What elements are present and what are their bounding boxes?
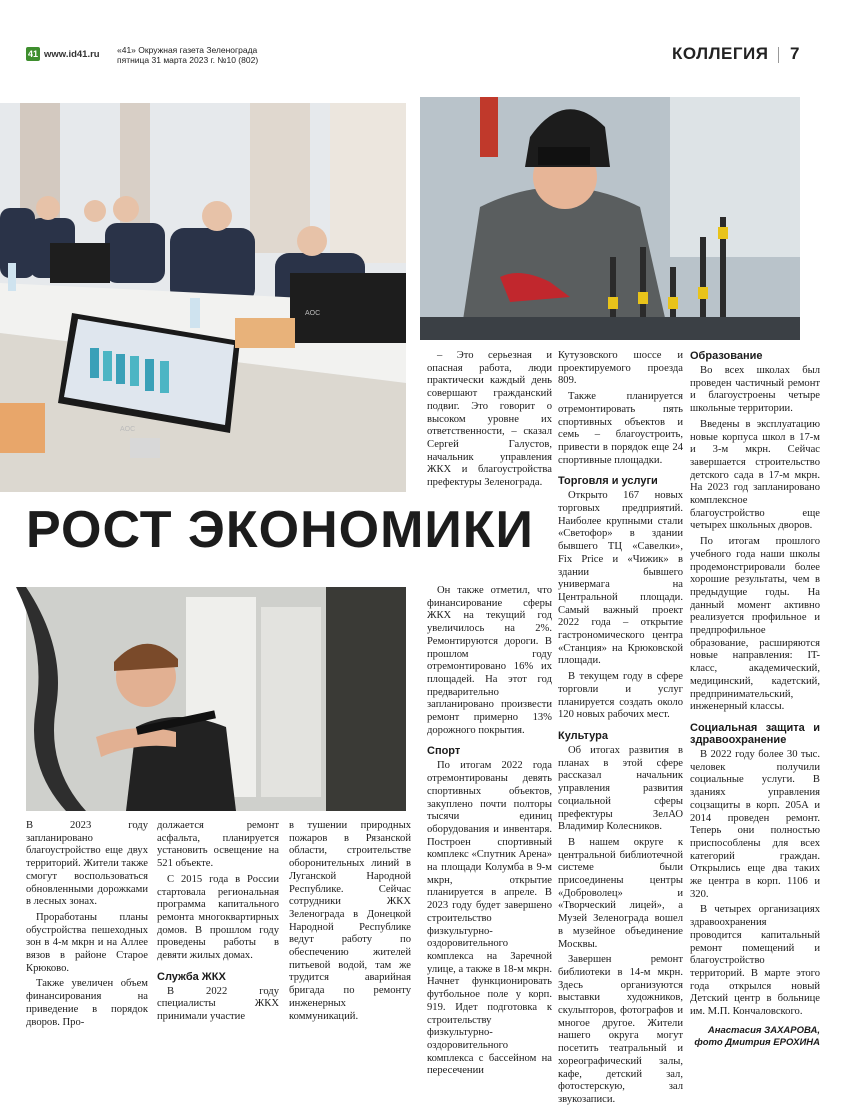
paragraph: В текущем году в сфере торговли и услуг планируется создать около 120 новых рабочих мест. xyxy=(558,671,683,721)
header-divider xyxy=(778,47,779,63)
paragraph: должается ремонт асфальта, планируется установить освещение на 521 объекте. xyxy=(157,820,279,870)
photographer-credit: фото Дмитрия ЕРОХИНА xyxy=(694,1036,820,1048)
article-headline: РОСТ ЭКОНОМИКИ xyxy=(26,501,534,559)
paragraph: В четырех организациях здравоохранения проводится капитальный ремонт помещений и благоустройство территорий. В марте этого года открылся новый Детский центр в больнице им. М.П. Кончаловского. xyxy=(690,904,820,1018)
welder-photo xyxy=(420,97,800,340)
welder-illustration xyxy=(420,97,800,340)
worker-illustration xyxy=(26,587,406,811)
paragraph: в тушении природных пожаров в Рязанской области, строительстве оборонительных линий в Луганской Народной Республике. Сейчас сотрудники ЖКХ Зеленограда в Донецкой Народной Республике ведут работу по обеспечению жителей питьевой водой, там же трудится аварийная бригада по ремонту инженерных коммуникаций. xyxy=(289,820,411,1022)
meeting-illustration xyxy=(0,103,406,492)
paragraph: В 2022 году более 30 тыс. человек получили социальные услуги. В зданиях управления соцзащиты в корп. 205А и 2014 проведен ремонт. Теперь они полностью приспособлены для всех категорий граждан. Открылись еще два таких же центра в корп. 1106 и 320. xyxy=(690,748,820,900)
newspaper-logo: 41 xyxy=(27,49,38,59)
article-column-3 xyxy=(558,350,683,1110)
section-heading-education: Образование xyxy=(690,350,763,362)
worker-photo xyxy=(26,587,406,811)
paragraph: Введены в эксплуатацию новые корпуса школ в 17-м и 3-м мкрн. Сейчас завершается строительство детского сада в 17-м мкрн. На 2023 год запланировано комплексное благоустройство еще четырех школьных дворов. xyxy=(690,418,820,532)
article-column-bottom-3 xyxy=(289,820,411,1026)
paragraph: Кутузовского шоссе и проектируемого проезда 809. xyxy=(558,350,683,387)
paragraph: Проработаны планы обустройства пешеходных зон в 4-м мкрн и на Аллее вязов в районе Старое Крюково. xyxy=(26,911,148,974)
page-number: 7 xyxy=(790,44,800,63)
paragraph: По итогам 2022 года отремонтированы девять спортивных объектов, закуплено почти полторы тысячи единиц оборудования и инвентаря. Построен спортивный комплекс «Спутник Арена» на площади Колумба в 9-м мкрн, открытие планируется в апреле. В 2023 году будет завершено строительство физкультурно-оздоровительного комплекса на Заречной улице, а также в 18-м мкрн. Начнет функционировать футбольное поле у корп. 919. Идет подготовка к строительству физкультурно-оздоровительного комплекса с бассейном на пересечении xyxy=(427,760,552,1077)
monitor-brand: AOC xyxy=(120,426,136,433)
paragraph: Об итогах развития в планах в этой сфере рассказал начальник управления развития социальной сферы префектуры ЗелАО Владимир Колесников. xyxy=(558,744,683,833)
article-column-bottom-2 xyxy=(157,820,279,1027)
paragraph: В нашем округе к центральной библиотечной системе были присоединены центры «Доброволец» и «Творческий лицей», а Музей Зеленограда вошел в музейное объединение Москвы. xyxy=(558,836,683,950)
section-heading-trade: Торговля и услуги xyxy=(558,475,658,488)
paragraph: С 2015 года в России стартовала региональная программа капитального ремонта многоквартирных домов. В прошлом году проведены работы в девяти жилых домах. xyxy=(157,873,279,962)
issue-date: пятница 31 марта 2023 г. №10 (802) xyxy=(117,55,259,65)
meeting-photo xyxy=(0,103,406,492)
paragraph: Открыто 167 новых торговых предприятий. Наиболее крупными стали «Светофор» в здании бывшего ТЦ «Савелки», Fix Price и «Чижик» в здании бывшего универмага на Центральной площади. Самый важный проект 2022 года – открытие гастрономического центра «Станция» на Крюковской площади. xyxy=(558,490,683,667)
article-column-mid-bottom xyxy=(427,585,552,1081)
paragraph: Он также отметил, что финансирование сферы ЖКХ на текущий год увеличилось на 2%. Ремонтируются дороги. В прошлом году отремонтировано 16% их площадей. На этот год предварительно запланировано произвести ремонт примерно 13% дорожного покрытия. xyxy=(427,585,552,736)
paragraph: Во всех школах был проведен частичный ремонт и благоустроены четыре школьные территории. xyxy=(690,365,820,415)
paragraph: Завершен ремонт библиотеки в 14-м мкрн. Здесь организуются выставки художников, скульпторов, фотографов и многое другое. Жители нашего округа могут посетить театральный и хореографический залы, кафе, детский зал, фотостерскую, зал звукозаписи. xyxy=(558,954,683,1105)
paragraph: Также планируется отремонтировать пять спортивных объектов и семь – благоустроить, привести в порядок еще 24 спортивные площадки. xyxy=(558,391,683,466)
section-heading-sport: Спорт xyxy=(427,745,461,758)
newspaper-title: «41» Окружная газета Зеленограда xyxy=(117,45,258,55)
monitor-brand-2: AOC xyxy=(305,310,321,317)
article-column-mid-top xyxy=(427,350,552,493)
section-title: КОЛЛЕГИЯ xyxy=(672,44,769,63)
author-signature: Анастасия ЗАХАРОВА, xyxy=(707,1024,820,1036)
article-column-bottom-1 xyxy=(26,820,148,1032)
article-column-4 xyxy=(690,350,820,1049)
paragraph: В 2023 году запланировано благоустройство еще двух территорий. Жители также смогут воспользоваться обновленными дорожками в лесных зонах. xyxy=(26,820,148,908)
site-url[interactable]: www.id41.ru xyxy=(44,49,100,60)
paragraph: Также увеличен объем финансирования на приведение в порядок дворов. Про- xyxy=(26,978,148,1028)
section-heading-culture: Культура xyxy=(558,729,608,742)
paragraph: По итогам прошлого учебного года наши школы продемонстрировали более хорошие результаты, чем в предыдущие годы. На данный момент активно реализуется профильное и предпрофильное образование, расширяются новые направления: IT-класс, академический, медицинский, кадетский, предпринимательский, инженерный классы. xyxy=(690,536,820,713)
paragraph: – Это серьезная и опасная работа, люди практически каждый день совершают гражданский подвиг. Это говорит о высоком уровне их ответственности, – сказал Сергей Галустов, начальник управления ЖКХ и благоустройства префектуры Зеленограда. xyxy=(427,350,552,489)
section-heading-social: Социальная защита и здравоохранение xyxy=(690,721,820,746)
section-heading-housing: Служба ЖКХ xyxy=(157,970,226,983)
paragraph: В 2022 году специалисты ЖКХ принимали участие xyxy=(157,985,279,1023)
